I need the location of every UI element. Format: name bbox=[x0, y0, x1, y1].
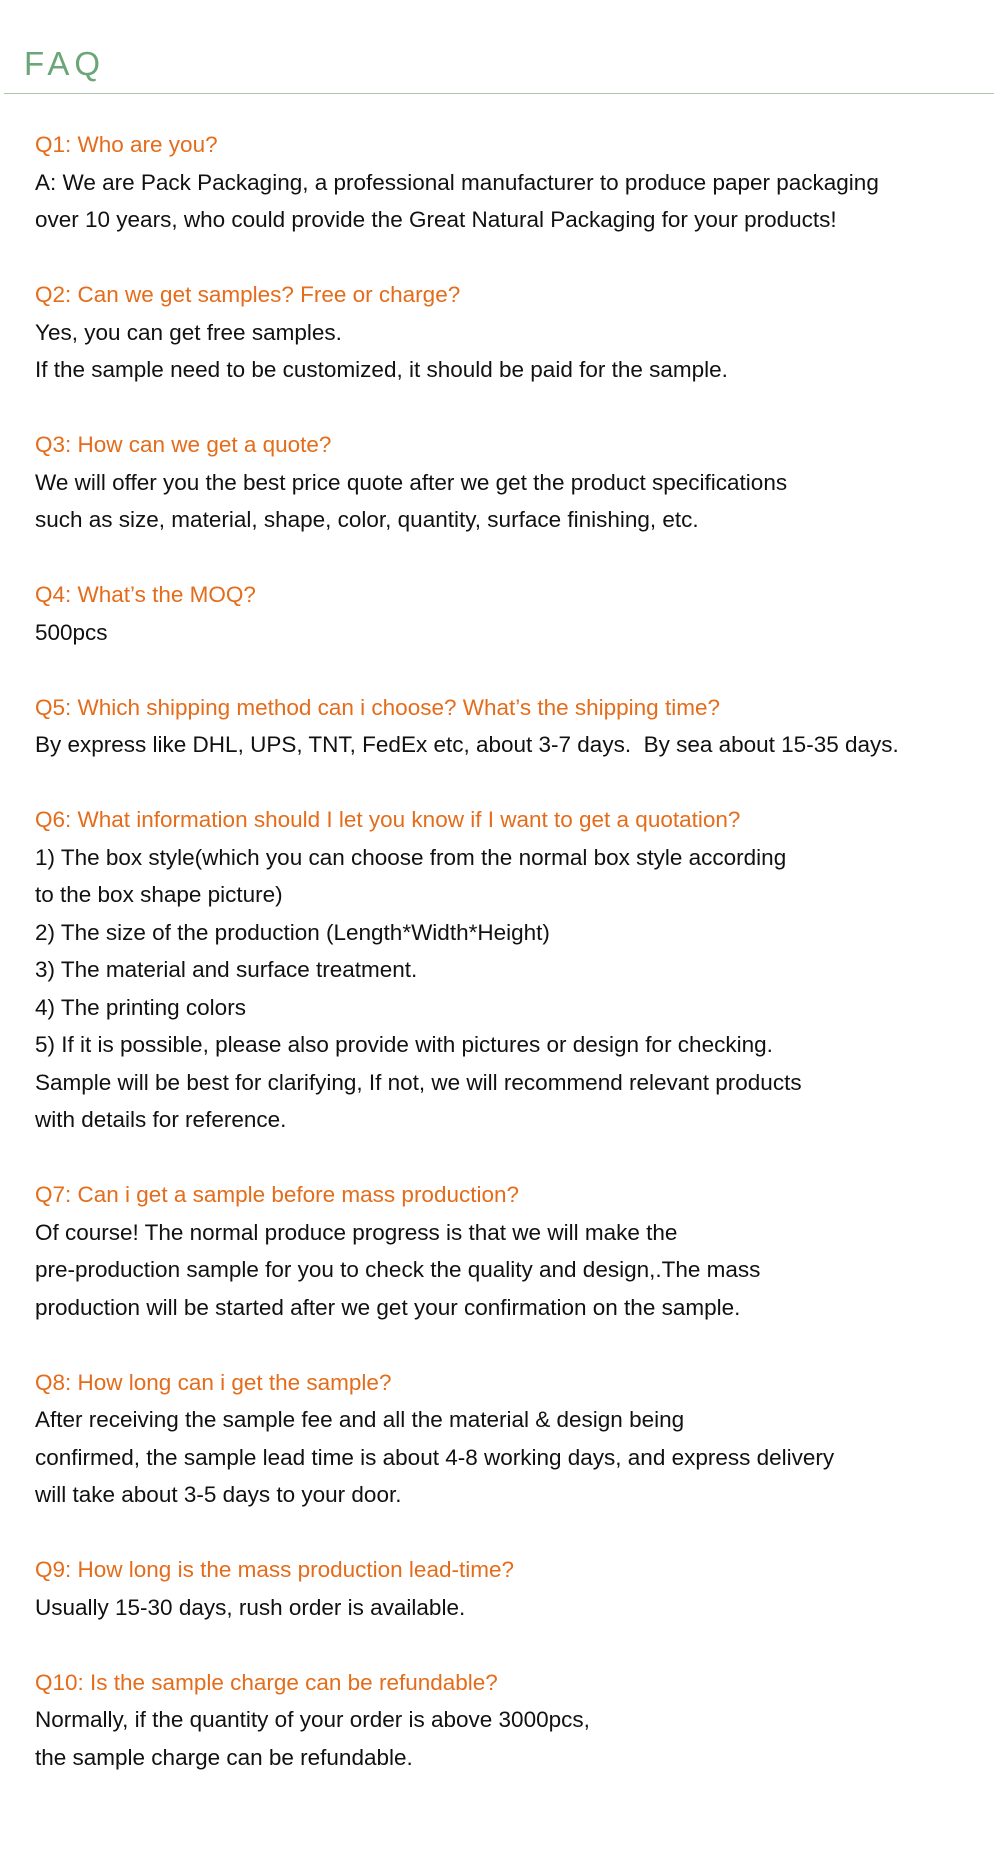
faq-answer-line: Of course! The normal produce progress is that we will make the bbox=[35, 1219, 678, 1245]
faq-item bbox=[35, 576, 955, 651]
faq-item bbox=[35, 801, 955, 1139]
faq-answer-line: A: We are Pack Packaging, a professional manufacturer to produce paper packaging bbox=[35, 169, 879, 195]
faq-question: Q3: How can we get a quote? bbox=[35, 432, 332, 457]
faq-question: Q7: Can i get a sample before mass production? bbox=[35, 1182, 520, 1207]
faq-question: Q1: Who are you? bbox=[35, 132, 218, 157]
faq-answer-line: If the sample need to be customized, it should be paid for the sample. bbox=[35, 357, 728, 382]
faq-item bbox=[35, 1551, 955, 1626]
faq-question: Q6: What information should I let you know if I want to get a quotation? bbox=[35, 807, 741, 832]
title-divider bbox=[4, 93, 994, 94]
page-title: FAQ bbox=[24, 45, 106, 82]
faq-question: Q10: Is the sample charge can be refundable? bbox=[35, 1669, 498, 1695]
faq-answer-line: After receiving the sample fee and all the material & design being bbox=[35, 1407, 685, 1432]
faq-question: Q2: Can we get samples? Free or charge? bbox=[35, 282, 461, 307]
faq-answer-line: 2) The size of the production (Length*Width*Height) bbox=[35, 919, 550, 945]
faq-answer-line: to the box shape picture) bbox=[35, 882, 283, 907]
faq-answer-line: production will be started after we get your confirmation on the sample. bbox=[35, 1294, 741, 1320]
faq-answer-line: 3) The material and surface treatment. bbox=[35, 957, 418, 982]
faq-answer-line: 5) If it is possible, please also provide with pictures or design for checking. bbox=[35, 1032, 773, 1057]
faq-answer-line: By express like DHL, UPS, TNT, FedEx etc, about 3-7 days. By sea about 15-35 days. bbox=[35, 732, 899, 757]
faq-question: Q4: What’s the MOQ? bbox=[35, 582, 256, 607]
faq-item bbox=[35, 1176, 955, 1326]
faq-answer-line: 4) The printing colors bbox=[35, 994, 246, 1020]
faq-item bbox=[35, 276, 955, 389]
faq-answer-line: with details for reference. bbox=[35, 1107, 287, 1132]
faq-item bbox=[35, 126, 955, 239]
faq-answer-line: Normally, if the quantity of your order is above 3000pcs, bbox=[35, 1707, 590, 1732]
faq-answer-line: pre-production sample for you to check the quality and design,.The mass bbox=[35, 1257, 761, 1282]
faq-answer-line: 1) The box style(which you can choose from the normal box style according bbox=[35, 844, 787, 870]
faq-item bbox=[35, 1364, 955, 1514]
faq-answer-line: Yes, you can get free samples. bbox=[35, 319, 342, 345]
faq-question: Q8: How long can i get the sample? bbox=[35, 1369, 392, 1395]
faq-question: Q9: How long is the mass production lead-time? bbox=[35, 1557, 514, 1582]
faq-answer-line: 500pcs bbox=[35, 619, 108, 645]
faq-answer-line: will take about 3-5 days to your door. bbox=[35, 1482, 402, 1507]
faq-item bbox=[35, 689, 955, 764]
faq-header bbox=[0, 0, 1000, 96]
faq-answer-line: such as size, material, shape, color, quantity, surface finishing, etc. bbox=[35, 507, 699, 532]
faq-answer-line: the sample charge can be refundable. bbox=[35, 1744, 413, 1770]
faq-item bbox=[35, 1664, 955, 1777]
faq-answer-line: Sample will be best for clarifying, If not, we will recommend relevant products bbox=[35, 1069, 802, 1095]
faq-item bbox=[35, 426, 955, 539]
faq-answer-line: Usually 15-30 days, rush order is available. bbox=[35, 1594, 466, 1620]
faq-question: Q5: Which shipping method can i choose? What’s the shipping time? bbox=[35, 694, 720, 720]
faq-answer-line: confirmed, the sample lead time is about 4-8 working days, and express delivery bbox=[35, 1444, 835, 1470]
faq-list bbox=[35, 126, 955, 1814]
faq-answer-line: We will offer you the best price quote after we get the product specifications bbox=[35, 469, 788, 495]
faq-answer-line: over 10 years, who could provide the Great Natural Packaging for your products! bbox=[35, 207, 837, 232]
